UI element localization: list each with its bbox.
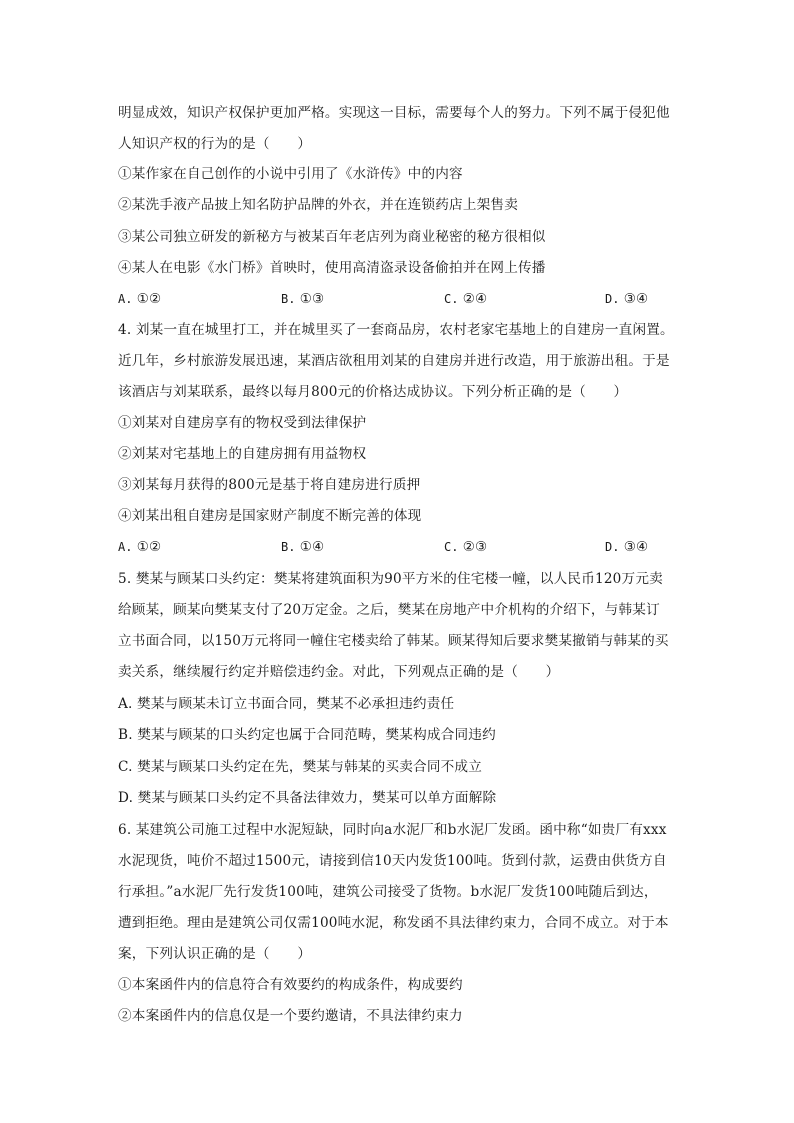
q4-option-c: C. ②③ (444, 539, 488, 555)
q4-stem-line-3: 该酒店与刘某联系，最终以每月800元的价格达成协议。下列分析正确的是（ ） (118, 384, 628, 400)
q5-stem-line-1: 5. 樊某与顾某口头约定：樊某将建筑面积为90平方米的住宅楼一幢，以人民币120万元卖 (118, 571, 663, 587)
q3-option-a: A. ①② (118, 291, 162, 307)
q5-stem-line-2: 给顾某，顾某向樊某支付了20万定金。之后，樊某在房地产中介机构的介绍下，与韩某订 (118, 602, 660, 618)
q4-option-d: D. ③④ (605, 539, 649, 555)
q3-statement-3: ③某公司独立研发的新秘方与被某百年老店列为商业秘密的秘方很相似 (118, 229, 546, 245)
q3-statement-1: ①某作家在自己创作的小说中引用了《水浒传》中的内容 (118, 166, 463, 182)
q3-option-d: D. ③④ (605, 291, 649, 307)
q5-choice-a: A. 樊某与顾某未订立书面合同，樊某不必承担违约责任 (118, 696, 455, 712)
q4-stem-line-2: 近几年，乡村旅游发展迅速，某酒店欲租用刘某的自建房并进行改造，用于旅游出租。于是 (118, 353, 670, 369)
q4-stem-line-1: 4. 刘某一直在城里打工，并在城里买了一套商品房，农村老家宅基地上的自建房一直闲置。 (118, 322, 674, 338)
q3-statement-2: ②某洗手液产品披上知名防护品牌的外衣，并在连锁药店上架售卖 (118, 197, 519, 213)
q4-statement-1: ①刘某对自建房享有的物权受到法律保护 (118, 415, 367, 431)
q5-stem-line-3: 立书面合同，以150万元将同一幢住宅楼卖给了韩某。顾某得知后要求樊某撤销与韩某的买 (118, 633, 669, 649)
q6-stem-line-2: 水泥现货，吨价不超过1500元，请接到信10天内发货100吨。货到付款，运费由供货方自 (118, 853, 667, 869)
q4-option-a: A. ①② (118, 539, 162, 555)
q5-stem-line-4: 卖关系，继续履行约定并赔偿违约金。对此，下列观点正确的是（ ） (118, 664, 560, 680)
q4-statement-3: ③刘某每月获得的800元是基于将自建房进行质押 (118, 477, 421, 493)
q5-choice-b: B. 樊某与顾某的口头约定也属于合同范畴，樊某构成合同违约 (118, 727, 496, 743)
q6-statement-1: ①本案函件内的信息符合有效要约的构成条件，构成要约 (118, 977, 463, 993)
q3-stem-line-1: 明显成效，知识产权保护更加严格。实现这一目标，需要每个人的努力。下列不属于侵犯他 (118, 105, 670, 121)
q3-statement-4: ④某人在电影《水门桥》首映时，使用高清盗录设备偷拍并在网上传播 (118, 260, 546, 276)
q6-stem-line-3: 行承担。”a水泥厂先行发货100吨，建筑公司接受了货物。b水泥厂发货100吨随后到达， (118, 884, 658, 900)
q4-statement-2: ②刘某对宅基地上的自建房拥有用益物权 (118, 446, 367, 462)
q6-stem-line-5: 案，下列认识正确的是（ ） (118, 946, 312, 962)
q5-choice-c: C. 樊某与顾某口头约定在先，樊某与韩某的买卖合同不成立 (118, 759, 483, 775)
q3-stem-line-2: 人知识产权的行为的是（ ） (118, 136, 312, 152)
q5-choice-d: D. 樊某与顾某口头约定不具备法律效力，樊某可以单方面解除 (118, 790, 497, 806)
q3-option-b: B. ①③ (281, 291, 325, 307)
q3-option-c: C. ②④ (444, 291, 488, 307)
q4-statement-4: ④刘某出租自建房是国家财产制度不断完善的体现 (118, 508, 422, 524)
q4-option-b: B. ①④ (281, 539, 325, 555)
q6-stem-line-1: 6. 某建筑公司施工过程中水泥短缺，同时向a水泥厂和b水泥厂发函。函中称“如贵厂有xxx (118, 822, 667, 838)
q6-statement-2: ②本案函件内的信息仅是一个要约邀请，不具法律约束力 (118, 1008, 463, 1024)
q6-stem-line-4: 遭到拒绝。理由是建筑公司仅需100吨水泥，称发函不具法律约束力，合同不成立。对于本 (118, 915, 669, 931)
